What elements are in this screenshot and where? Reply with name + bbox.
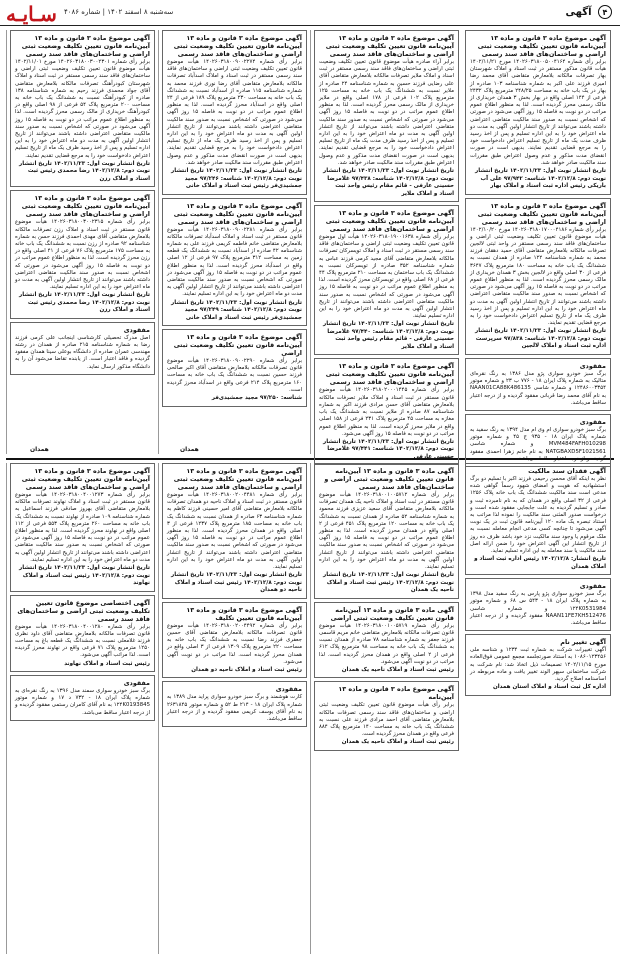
notice-signature: تاریخ انتشار نوبت اول: ۱۴۰۲/۱۱/۲۳ تاریخ انتشار نوبت دوم: ۱۴۰۲/۱۲/۸ شناسه: ۹۷/۹۴۲ علی آب باریکی رئیس اداره ثبت اسناد و املاک بهار: [475, 168, 606, 190]
notice-body: برابر رأی هیأت موضوع قانون تعیین تکلیف وضعیت ثبتی اراضی و ساختمان‌های فاقد سند رسمی تصرفات مالکانه بلامعارض متقاضی آقای احمد مرادی فرزند علی نسبت به ششدانگ یک باب خانه به مساحت ۱۴۰ مترمربع پلاک ۸۸۴ فرعی واقع در همدان محرز گردیده است.: [319, 702, 455, 738]
legal-notice: [314, 463, 459, 599]
notice-title: آگهی موضوع ماده ۳ قانون و ماده ۱۳ آیین‌نامه قانون تعیین تکلیف وضعیت ثبتی اراضی و ساختمان‌های فاقد سند رسمی: [173, 201, 302, 226]
notice-title: آگهی موضوع ماده ۳ قانون و ماده ۱۳ آیین‌نامه قانون تعیین تکلیف وضعیت ثبتی اراضی و ساختمان‌های فاقد سند رسمی: [173, 467, 302, 491]
ad-column: [158, 30, 310, 454]
page-number: ۴: [598, 5, 612, 19]
legal-notice: [162, 30, 307, 195]
notice-title: آگهی ماده ۳ قانون و ماده ۱۳ آیین‌نامه قانون تعیین تکلیف وضعیت ثبتی اراضی و ساختمان‌های فاقد سند رسمی: [324, 467, 454, 491]
notice-signature: تاریخ انتشار: ۱۴۰۲/۱۲/۸ رئیس اداره ثبت اسناد و املاک همدان: [474, 556, 606, 570]
notice-signature: اداره کل ثبت اسناد و املاک استان همدان: [492, 684, 606, 691]
ad-column: [6, 30, 158, 454]
legal-notice: [10, 675, 155, 721]
notice-title: آگهی موضوع ماده ۳ قانون و ماده ۱۳ آیین‌نامه قانون تعیین تکلیف وضعیت ثبتی اراضی و ساختمان‌های فاقد سند رسمی: [477, 34, 606, 58]
notice-title: آگهی موضوع ماده ۳ قانون و ماده ۱۳ آیین‌نامه قانون تعیین تکلیف وضعیت ثبتی اراضی و ساختمان‌های فاقد سند رسمی: [325, 209, 454, 234]
notice-body: برابر رأی شماره ۱۴۰۲۶۰۳۱۸۰۰۲۰۰۴۴۹۲ هیأت موضوع قانون تصرفات مالکانه بلامعارض متقاضی آقای حسین جعفری فرزند رضا نسبت به ششدانگ یک باب خانه به مساحت ۲۲۰ مترمربع پلاک ۱۳۰۹ فرعی از ۳ اصلی واقع در همدان محرز گردیده است. لذا مراتب در دو نوبت آگهی می‌شود.: [167, 622, 302, 665]
notice-title: آگهی موضوع ماده ۳ قانون و ماده ۱۳ آیین‌نامه قانون تعیین تکلیف وضعیت ثبتی اراضی و ساختمان‌های فاقد سند رسمی: [325, 362, 454, 387]
newspaper-logo: سـایـه: [6, 2, 57, 26]
notice-body: برگ سبز خودرو سواری پژو پارس به رنگ سفید مدل ۱۳۹۸ به شماره پلاک ایران ۱۸ - ۵۴۳ س ۶۸ و شماره موتور ۱۲۴K0531984 و شماره شاسی NAAN11FE7KH512476 مفقود گردیده و از درجه اعتبار ساقط می‌باشد.: [470, 591, 606, 627]
notice-title: آگهی موضوع ماده ۳ قانون و ماده ۱۳ آیین‌نامه قانون تعیین تکلیف وضعیت ثبتی اراضی: [173, 333, 302, 358]
notice-signature: تاریخ انتشار نوبت اول: ۱۴۰۲/۱۱/۲۳ تاریخ انتشار نوبت دوم: ۱۴۰۲/۱۲/۸ شناسه: ۹۷/۲۴۶ مجید جمشیدی‌فر رئیس ثبت اسناد و املاک خانی: [171, 168, 302, 190]
city-label-left: همدان: [30, 446, 49, 453]
notice-body: برابر رأی شماره ۱۴۰۲۶۰۳۱۸۰۰۱۰۰۵۷۱۲ هیأت موضوع قانون مستقر در ثبت اسناد و املاک ناحیه یک همدان تصرفات مالکانه بلامعارض متقاضی آقای سعید عزیزی فرزند محمود به شماره شناسنامه ۵۲ صادره از همدان نسبت به ششدانگ یک باب خانه به مساحت ۱۲۰ مترمربع پلاک ۴۵۱ فرعی از ۲ اصلی واقع در همدان محرز گردیده است. لذا به منظور اطلاع عموم مراتب در دو نوبت به فاصله ۱۵ روز آگهی می‌شود در صورتی که اشخاص نسبت به صدور سند مالکیت متقاضی اعتراضی داشته باشند می‌توانند از تاریخ انتشار اولین آگهی به مدت دو ماه اعتراض خود را به این اداره تسلیم نمایند.: [319, 492, 454, 571]
notice-body: برابر رأی شماره ۱۴۰۲۶۰۳۱۸۰۰۲۰۰۴۴۸۱ هیأت موضوع قانون مستقر در ثبت اسناد و املاک ناحیه دو همدان تصرفات مالکانه بلامعارض متقاضی آقای امیر حسینی فرزند کاظم به شماره شناسنامه ۶۳ صادره از همدان نسبت به ششدانگ یک باب خانه به مساحت ۱۸۵ مترمربع پلاک ۱۲۳۷ فرعی از ۳ اصلی واقع در همدان محرز گردیده است. لذا به منظور اطلاع عموم مراتب در دو نوبت به فاصله ۱۵ روز آگهی می‌شود در صورتی که اشخاص نسبت به صدور سند مالکیت متقاضی اعتراضی داشته باشند می‌توانند از تاریخ انتشار اولین آگهی به مدت دو ماه اعتراض خود را به این اداره تسلیم نمایند.: [167, 492, 302, 571]
notice-signature: تاریخ انتشار نوبت اول: ۱۴۰۲/۱۱/۲۳ تاریخ انتشار نوبت دوم: ۱۴۰۲/۱۲/۸ رئیس ثبت اسناد و املاک ناحیه دو همدان: [171, 572, 302, 594]
ad-column: [6, 463, 158, 954]
ad-column: [158, 463, 310, 954]
notice-signature: تاریخ انتشار نوبت اول: ۱۴۰۲/۱۱/۲۳ تاریخ انتشار نوبت دوم: ۱۴۰۲/۱۲/۸ شناسه: ۹۷/۴۳۸ غلامرضا حسینی عارفی - قائم مقام رئیس واحد ثبت اسناد و املاک ملایر: [323, 168, 454, 197]
notice-title: آگهی فقدان سند مالکیت: [528, 467, 606, 475]
notice-title: مفقودی: [123, 325, 150, 334]
notice-title: آگهی موضوع ماده ۳ قانون و ماده ۱۳ آیین‌نامه قانون تعیین تکلیف وضعیت ثبتی اراضی و ساختمان‌های فاقد سند رسمی: [21, 467, 150, 491]
legal-notice: [314, 205, 459, 355]
notice-body: برابر آراء صادره هیأت موضوع قانون تعیین تکلیف وضعیت ثبتی اراضی و ساختمان‌های فاقد سند رسمی مستقر در ثبت اسناد و املاک ملایر تصرفات مالکانه بلامعارض متقاضی آقای علی رضایی فرزند حسین به شماره شناسنامه ۲۴ صادره از ملایر نسبت به ششدانگ یک باب خانه به مساحت ۱۲۵ مترمربع پلاک ۱۰۲ فرعی از ۱۷۸ اصلی واقع در ملایر خریداری از مالک رسمی محرز گردیده است. لذا به منظور اطلاع عموم مراتب در دو نوبت به فاصله ۱۵ روز آگهی می‌شود در صورتی که اشخاص نسبت به صدور سند مالکیت متقاضی اعتراضی داشته باشند می‌توانند از تاریخ انتشار اولین آگهی به مدت دو ماه اعتراض خود را به این اداره تسلیم و پس از اخذ رسید ظرف مدت یک ماه از تاریخ تسلیم اعتراض دادخواست خود را به مرجع قضایی تقدیم نمایند. بدیهی است در صورت انقضای مدت مذکور و عدم وصول اعتراض طبق مقررات سند مالکیت صادر خواهد شد.: [319, 59, 455, 166]
legal-notice: [465, 30, 611, 195]
notice-body: برابر رأی شماره ۱۴۰۲۶۰۳۱۸۰۰۴۰۰۱۲۷۳ هیأت موضوع قانون مستقر در ثبت اسناد و املاک نهاوند تصرفات مالکانه بلامعارض متقاضی آقای بهروز صادقی فرزند اسماعیل به شماره شناسنامه ۱۰۹ صادره از نهاوند نسبت به ششدانگ یک باب خانه به مساحت ۲۶۰ مترمربع پلاک ۵۵۳ فرعی از ۱۱۲ اصلی واقع در نهاوند محرز گردیده است. لذا به منظور اطلاع عموم مراتب در دو نوبت به فاصله ۱۵ روز آگهی می‌شود در صورتی که اشخاص نسبت به صدور سند مالکیت متقاضی اعتراضی داشته باشند می‌توانند از تاریخ انتشار اولین آگهی به مدت دو ماه اعتراض خود را به این اداره تسلیم نمایند.: [15, 492, 150, 563]
notice-signature: تاریخ انتشار نوبت اول: ۱۴۰۲/۱۱/۲۳ تاریخ انتشار نوبت دوم: ۱۴۰۲/۱۲/۸ رئیس ثبت اسناد و املاک ناحیه یک همدان: [323, 572, 454, 594]
notice-title: آگهی موضوع ماده ۳ قانون و ماده ۱۳ آیین‌نامه قانون تعیین تکلیف وضعیت ثبتی اراضی و ساختمان‌های فاقد سند رسمی: [173, 34, 302, 58]
notice-body: برابر رأی شماره ۱۴۰۲۶۰۳۱۸۰۰۴۰۰۱۲۸۰ هیأت موضوع قانون تصرفات مالکانه بلامعارض متقاضی آقای داود نظری فرزند غلامعلی نسبت به ششدانگ یک قطعه باغ به مساحت ۱۲۵۰ مترمربع پلاک ۷۱ فرعی واقع در نهاوند محرز گردیده است. لذا مراتب آگهی می‌شود.: [15, 623, 150, 659]
notice-title: آگهی موضوع ماده ۳ قانون و ماده ۱۳ آیین‌نامه قانون تعیین تکلیف وضعیت ثبتی اراضی و ساختمان‌های فاقد سند رسمی: [477, 201, 606, 226]
legal-notice: [465, 578, 611, 631]
legal-notice: [162, 329, 307, 407]
masthead: [0, 0, 620, 26]
notice-body: برگ سبز خودرو سواری پژو مدل ۱۳۸۶ به رنگ نقره‌ای متالیک به شماره پلاک ایران ۱۸ - ۷۷۶ ب ۲۳ و شماره موتور ۱۲۴۸۶۰۰۳۳۵۴ و شماره شاسی NAAN01CA88K486135 به نام آقای محمد رضا قربانی مفقود گردیده و از درجه اعتبار ساقط می‌باشد.: [470, 370, 607, 406]
ad-column: [310, 30, 462, 460]
notice-title: آگهی موضوع ماده ۳ قانون و ماده ۱۳ آیین‌نامه قانون تعیین تکلیف: [186, 605, 302, 622]
notice-signature: رئیس ثبت اسناد و املاک ناحیه یک همدان: [341, 739, 454, 746]
notice-title: آگهی اختصاصی موضوع قانون تعیین تکلیف وضعیت ثبتی اراضی و ساختمان‌های فاقد سند رسمی: [17, 598, 150, 623]
section-tag: [566, 5, 612, 19]
notice-body: برابر رأی شماره ۱۴۰۲۶۰۳۱۸۰۱۹۰۰۱۶۳۸ هیأت اول موضوع قانون تعیین تکلیف وضعیت ثبتی اراضی و ساختمان‌های فاقد سند رسمی مستقر در ثبت اسناد و املاک تویسرکان تصرفات مالکانه بلامعارض متقاضی آقای مجید کرمی فرزند عباس به شماره شناسنامه ۳۵۲ صادره از تویسرکان نسبت به ششدانگ یک باب ساختمان به مساحت ۲۱۰ مترمربع پلاک ۴۴ فرعی از ۶۸ اصلی واقع در تویسرکان محرز گردیده است. لذا به منظور اطلاع عموم مراتب در دو نوبت به فاصله ۱۵ روز آگهی می‌شود در صورتی که اشخاص نسبت به صدور سند مالکیت متقاضی اعتراضی داشته باشند می‌توانند از تاریخ انتشار اولین آگهی به مدت دو ماه اعتراض خود را به این اداره تسلیم نمایند.: [319, 234, 455, 320]
legal-notice: [314, 358, 459, 465]
notice-title: مفقودی: [579, 417, 606, 426]
notice-signature: تاریخ انتشار نوبت اول: ۱۴۰۲/۱۱/۲۳ تاریخ انتشار نوبت دوم: ۱۴۰۲/۱۲/۸ شناسه: ۹۷/۴۴۱ غلامرضا حسینی عارفی: [323, 438, 454, 460]
ad-column: [462, 463, 614, 954]
notice-body: آگهی تغییرات شرکت به شماره ثبت ۱۲۳۴ و شناسه ملی ۱۰۸۶۰۱۲۳۴۵۶ به استناد صورتجلسه مجمع عمومی فوق‌العاده مورخ ۱۴۰۲/۱۱/۱۵ تصمیمات ذیل اتخاذ شد: نام شرکت به شرکت ساختمانی سپهر الوند تغییر یافت و ماده مربوطه در اساسنامه اصلاح گردید.: [470, 647, 606, 683]
notice-signature: تاریخ انتشار نوبت اول: ۱۴۰۲/۱۱/۲۳ تاریخ انتشار نوبت دوم: ۱۴۰۲/۱۲/۸ شناسه: ۹۷/۴۴۰ غلامرضا حسینی عارفی - قائم مقام رئیس واحد ثبت اسناد و املاک ملایر: [323, 321, 454, 350]
legal-notice: [314, 30, 459, 202]
ad-column: [310, 463, 462, 954]
legal-notice: [162, 681, 307, 727]
notice-body: نظر به اینکه آقای محسن رحیمی فرزند اکبر با تسلیم دو برگ استشهادیه که هویت و امضای شهود رسماً گواهی شده مدعی است سند مالکیت ششدانگ یک باب خانه پلاک ۱۲۵۶ فرعی از ۳۲ اصلی واقع در همدان که به نام نامبرده ثبت و صادر و تسلیم گردیده به علت جابجایی مفقود شده است و درخواست صدور المثنی سند مالکیت را نموده لذا مراتب به استناد تبصره یک ماده ۱۲۰ آیین‌نامه قانون ثبت در یک نوبت آگهی می‌شود تا چنانچه کسی مدعی انجام معامله نسبت به ملک مرقوم یا وجود سند مالکیت نزد خود باشد ظرف ده روز از تاریخ انتشار این آگهی اعتراض خود را ضمن ارائه اصل سند مالکیت یا سند معامله به این اداره تسلیم نماید.: [470, 476, 606, 555]
notice-signature: رئیس ثبت اسناد و املاک ناحیه یک همدان: [341, 666, 454, 673]
notice-signature: رئیس ثبت اسناد و املاک ناحیه دو همدان: [191, 666, 302, 673]
legal-notice: [10, 190, 155, 319]
notice-body: برگ سبز خودرو سواری سمند مدل ۱۳۹۶ به رنگ نقره‌ای به شماره پلاک ایران ۱۸ - ۷۳۲ د ۱۷ و شماره موتور ۱۲۴K0193845 به نام آقای کامران رستمی مفقود گردیده و از درجه اعتبار ساقط می‌باشد.: [15, 688, 151, 716]
notice-signature: تاریخ انتشار نوبت اول: ۱۴۰۲/۱۱/۲۳ تاریخ انتشار نوبت دوم: ۱۴۰۲/۱۲/۸ رئیس ثبت اسناد و املاک نهاوند: [19, 565, 150, 587]
legal-notice: [10, 30, 155, 187]
page-info: سه‌شنبه ۸ اسفند ۱۴۰۲ | شماره ۴۰۸۶: [64, 8, 174, 16]
notice-title: آگهی موضوع ماده ۳ قانون و ماده ۱۳ آیین‌نامه قانون تعیین تکلیف وضعیت ثبتی اراضی و ساختمان‌های فاقد سند رسمی: [325, 34, 454, 58]
notice-signature: تاریخ انتشار نوبت اول: ۱۴۰۲/۱۱/۲۳ تاریخ انتشار نوبت دوم: ۱۴۰۲/۱۲/۸ رضا محمدی رئیس ثبت اسناد و املاک رزن: [19, 292, 150, 314]
notice-body: برابر رأی شماره ۱۴۰۲۶۰۳۱۸۰۰۳۰۰۲۳۰۱ مورخ ۱۴۰۲/۱۱/۰۱ هیأت موضوع قانون تعیین تکلیف وضعیت ثبتی اراضی و ساختمان‌های فاقد سند رسمی مستقر در ثبت اسناد و املاک شهرستان کبودرآهنگ تصرفات مالکانه بلامعارض متقاضی آقای جواد محمدی فرزند رحیم به شماره شناسنامه ۱۳۸ صادره از کبودرآهنگ نسبت به ششدانگ یک باب خانه به مساحت ۲۰۰ مترمربع پلاک ۵۴ فرعی از ۹۸ اصلی واقع در کبودرآهنگ خریداری از مالک رسمی محرز گردیده است. لذا به منظور اطلاع عموم مراتب در دو نوبت به فاصله ۱۵ روز آگهی می‌شود در صورتی که اشخاص نسبت به صدور سند مالکیت متقاضی اعتراضی داشته باشند می‌توانند از تاریخ انتشار اولین آگهی به مدت دو ماه اعتراض خود را به این اداره تسلیم و پس از اخذ رسید ظرف یک ماه از تاریخ تسلیم اعتراض دادخواست خود را به مرجع قضایی تقدیم نمایند.: [15, 59, 150, 159]
notice-body: برابر رأی شماره ۱۴۰۲۶۰۳۱۸۰۲۰۰۰۱۴۴۵ هیأت موضوع قانون مستقر در ثبت اسناد و املاک ملایر تصرفات مالکانه بلامعارض متقاضی آقای حسن مرادی فرزند اکبر به شماره شناسنامه ۸۷ صادره از ملایر نسبت به ششدانگ یک باب مغازه به مساحت ۴۵ مترمربع پلاک ۲۳۱ فرعی از ۱۵۸ اصلی واقع در ملایر محرز گردیده است. لذا به منظور اطلاع عموم مراتب در دو نوبت به فاصله ۱۵ روز آگهی می‌شود.: [319, 387, 454, 437]
notice-body: برگ سبز خودرو سواری ام وی ام مدل ۱۳۹۴ به رنگ سفید به شماره پلاک ایران ۱۸ - ۹۳۵ ج ۴۵ و شماره موتور MVM484FAFH010298 و شماره شاسی NATGBAXD5F1021561 به نام خانم زهرا احمدی مفقود گردیده و از درجه اعتبار ساقط می‌باشد.: [470, 426, 606, 462]
notice-signature: تاریخ انتشار نوبت اول: ۱۴۰۲/۱۱/۲۳ تاریخ انتشار نوبت دوم: ۱۴۰۲/۱۲/۸ شناسه: ۹۷/۲۴۹ مجید جمشیدی‌فر رئیس ثبت اسناد و املاک خانی: [171, 299, 302, 321]
notice-signature: رئیس ثبت اسناد و املاک نهاوند: [64, 660, 150, 667]
legal-notice: [465, 463, 611, 575]
legal-notice: [465, 414, 611, 467]
legal-notice: [162, 198, 307, 327]
legal-notice: [465, 634, 611, 696]
notice-body: برابر رأی شماره ۱۴۰۲۶۰۳۱۸۰۰۱۰۰۵۷۱۹ هیأت موضوع قانون تصرفات مالکانه بلامعارض متقاضی خانم مریم قاسمی فرزند جعفر به شماره شناسنامه ۷۸ صادره از همدان نسبت به ششدانگ یک باب خانه به مساحت ۹۸ مترمربع پلاک ۶۱۲ فرعی از ۲ اصلی واقع در همدان محرز گردیده است. لذا مراتب در دو نوبت آگهی می‌شود.: [319, 622, 454, 665]
notice-body: برابر رأی شماره ۱۴۰۲۶۰۳۱۸۰۰۹۰۰۲۲۹۰ هیأت موضوع قانون تصرفات مالکانه بلامعارض متقاضی آقای اکبر صالحی فرزند حسین نسبت به ششدانگ یک باب خانه به مساحت ۱۶۰ مترمربع پلاک ۲۱۴ فرعی واقع در اسدآباد محرز گردیده است.: [167, 358, 302, 393]
notice-title: مفقودی: [123, 679, 150, 688]
notice-title: آگهی ماده ۳ قانون و ماده ۱۳ آیین‌نامه قانون تعیین تکلیف وضعیت ثبتی اراضی: [330, 605, 454, 622]
notice-signature: شناسه: ۹۷/۲۵۰ مجید جمشیدی‌فر: [211, 395, 302, 402]
notice-body: برابر رأی شماره ۱۴۰۲۶۰۳۱۸۰۰۳۰۰۲۳۱۵ هیأت موضوع قانون مستقر در ثبت اسناد و املاک رزن تصرفات مالکانه بلامعارض متقاضی آقای مهدی احمدی فرزند حسن به شماره شناسنامه ۹۲ صادره از رزن نسبت به ششدانگ یک باب خانه به مساحت ۱۷۵ مترمربع پلاک ۷۶ فرعی از ۴۱ اصلی واقع در رزن محرز گردیده است. لذا به منظور اطلاع عموم مراتب در دو نوبت به فاصله ۱۵ روز آگهی می‌شود در صورتی که اشخاص نسبت به صدور سند مالکیت متقاضی اعتراضی داشته باشند می‌توانند از تاریخ انتشار اولین آگهی به مدت دو ماه اعتراض خود را به این اداره تسلیم نمایند.: [15, 219, 150, 291]
legal-notice: [10, 463, 155, 592]
notice-body: برابر رأی شماره ۱۴۰۲۶۰۳۱۸۰۰۹۰۰۲۲۸۱ هیأت موضوع قانون مستقر در ثبت اسناد و املاک اسدآباد تصرفات مالکانه بلامعارض متقاضی خانم فاطمه کریمی فرزند علی به شماره شناسنامه ۴۲ صادره از اسدآباد نسبت به ششدانگ یک قطعه زمین به مساحت ۳۱۲ مترمربع پلاک ۹۷ فرعی از ۱۲ اصلی واقع در اسدآباد محرز گردیده است. لذا به منظور اطلاع عموم مراتب در دو نوبت به فاصله ۱۵ روز آگهی می‌شود در صورتی که اشخاص نسبت به صدور سند مالکیت متقاضی اعتراضی داشته باشند می‌توانند از تاریخ انتشار اولین آگهی به مدت دو ماه اعتراض خود را به این اداره تسلیم نمایند.: [167, 226, 303, 298]
notice-title: مفقودی: [579, 582, 606, 591]
ad-column: [462, 30, 614, 462]
notice-title: آگهی موضوع ماده ۳ قانون و ماده ۱۳ آیین‌نامه قانون تعیین تکلیف وضعیت ثبتی اراضی و ساختمان‌های فاقد سند رسمی: [21, 194, 150, 219]
notice-title: مفقودی: [579, 361, 606, 370]
notice-body: برابر رأی شماره ۱۴۰۲۶۰۳۱۸۰۰۹۰۰۲۲۷۴ هیأت موضوع قانون تعیین تکلیف وضعیت ثبتی اراضی و ساختمان‌های فاقد سند رسمی مستقر در ثبت اسناد و املاک اسدآباد تصرفات مالکانه بلامعارض متقاضی آقای رضا نوری فرزند محمد به شماره شناسنامه ۱۱۵ صادره از اسدآباد نسبت به ششدانگ یک باب خانه به مساحت ۲۳۰ مترمربع پلاک ۱۸۹ فرعی از ۲۴ اصلی واقع در اسدآباد محرز گردیده است. لذا به منظور اطلاع عموم مراتب در دو نوبت به فاصله ۱۵ روز آگهی می‌شود در صورتی که اشخاص نسبت به صدور سند مالکیت متقاضی اعتراضی داشته باشند می‌توانند از تاریخ انتشار اولین آگهی به مدت دو ماه اعتراض خود را به این اداره تسلیم و پس از اخذ رسید ظرف یک ماه از تاریخ تسلیم اعتراض دادخواست خود را به مرجع قضایی تقدیم نمایند. بدیهی است در صورت انقضای مدت مذکور و عدم وصول اعتراض طبق مقررات سند مالکیت صادر خواهد شد.: [167, 59, 302, 166]
section-label: آگهی: [565, 7, 592, 18]
notice-title: آگهی موضوع ماده ۳ قانون و ماده ۱۳ آیین‌نامه قانون تعیین تکلیف وضعیت ثبتی اراضی و ساختمان‌های فاقد سند رسمی: [21, 34, 150, 58]
notice-title: آگهی موضوع ماده ۳ قانون و ماده ۱۳ آیین‌نامه: [338, 685, 454, 702]
legal-notice: [162, 463, 307, 599]
notice-signature: تاریخ انتشار نوبت اول: ۱۴۰۲/۱۱/۲۳ تاریخ انتشار نوبت دوم: ۱۴۰۲/۱۲/۸ رضا محمدی رئیس ثبت اسناد و املاک رزن: [19, 160, 150, 182]
notice-signature: تاریخ انتشار نوبت اول: ۱۴۰۲/۱۱/۲۳ تاریخ انتشار نوبت دوم: ۱۴۰۲/۱۲/۸ شناسه: ۹۷/۸۳۸ سرپرست اداره ثبت اسناد و املاک لالجین: [475, 328, 606, 350]
notice-body: برابر رأی شماره ۱۴۰۲۶۰۳۱۸۰۰۵۰۰۴۱۶۴ مورخ ۱۴۰۲/۱۱/۲۱ هیأت قانون مذکور مستقر در ثبت اسناد و املاک شهرستان بهار تصرفات مالکانه بلامعارض متقاضی آقای محمد رضا امیری فرزند علی اکبر به شماره شناسنامه ۱۰۳ صادره از بهار در یک باب خانه به مساحت ۲۴۸/۲۵ مترمربع پلاک ۲۴۳۲ فرعی از ۱۴۴ اصلی واقع در بهار بخش ۳ همدان خریداری از مالک رسمی محرز گردیده است. لذا به منظور اطلاع عموم مراتب در دو نوبت به فاصله ۱۵ روز آگهی می‌شود در صورتی که اشخاص نسبت به صدور سند مالکیت متقاضی اعتراضی داشته باشند می‌توانند از تاریخ انتشار اولین آگهی به مدت دو ماه اعتراض خود را به این اداره تسلیم و پس از اخذ رسید ظرف مدت یک ماه از تاریخ تسلیم اعتراض دادخواست خود را به مرجع قضایی تقدیم نمایند. بدیهی است در صورت انقضای مدت مذکور و عدم وصول اعتراض طبق مقررات سند مالکیت صادر خواهد شد.: [470, 59, 607, 166]
legal-notice: [465, 358, 611, 411]
notice-body: کارت هوشمند و برگ سبز خودرو سواری پراید مدل ۱۳۸۹ به شماره پلاک ایران ۱۸ - ۲۱۴ ط ۵۲ و شماره موتور ۲۶۳۱۸۴۵ به نام آقای یوسف کریمی مفقود گردیده و از درجه اعتبار ساقط می‌باشد.: [167, 694, 303, 723]
notice-title: مفقودی: [275, 685, 302, 694]
legal-notice: [162, 602, 307, 679]
legal-notice: [314, 602, 459, 679]
legal-notice: [465, 198, 611, 355]
legal-notice: [10, 322, 155, 375]
legal-notice: [10, 595, 155, 673]
notice-title: آگهی تغییر نام: [560, 638, 606, 647]
city-label-mid: همدان: [180, 446, 199, 453]
notice-body: اصل مدرک تحصیلی کارشناسی اینجانب علی کرمی فرزند رضا به شماره شناسنامه ۲۱۵ صادره از همدان در رشته مهندسی عمران صادره از دانشگاه بوعلی سینا همدان مفقود گردیده و فاقد اعتبار است. از یابنده تقاضا می‌شود آن را به دانشگاه مذکور ارسال نماید.: [15, 334, 150, 370]
notice-body: برابر رأی شماره ۱۴۰۲۶۰۳۱۸۰۱۷۰۰۰۴۱۸۶ مورخ ۱۴۰۲/۱۰/۲۰ هیأت موضوع قانون تعیین تکلیف وضعیت ثبتی اراضی و ساختمان‌های فاقد سند رسمی مستقر در واحد ثبتی لالجین تصرفات مالکانه بلامعارض متقاضی آقای حمید دهقان فرزند محمد به شماره شناسنامه ۱۲۲ صادره از همدان نسبت به ششدانگ یک باب خانه به مساحت ۱۸۰ مترمربع پلاک ۳۶۴۷ فرعی از ۳۰ اصلی واقع در لالجین بخش ۳ همدان خریداری از مالک رسمی محرز گردیده است. لذا به منظور اطلاع عموم مراتب در دو نوبت به فاصله ۱۵ روز آگهی می‌شود در صورتی که اشخاص نسبت به صدور سند مالکیت متقاضی اعتراضی داشته باشند می‌توانند از تاریخ انتشار اولین آگهی به مدت دو ماه اعتراض خود را به این اداره تسلیم و پس از اخذ رسید ظرف یک ماه از تاریخ تسلیم اعتراض دادخواست خود را به مرجع قضایی تقدیم نمایند.: [470, 226, 607, 327]
legal-notice: [314, 681, 459, 751]
